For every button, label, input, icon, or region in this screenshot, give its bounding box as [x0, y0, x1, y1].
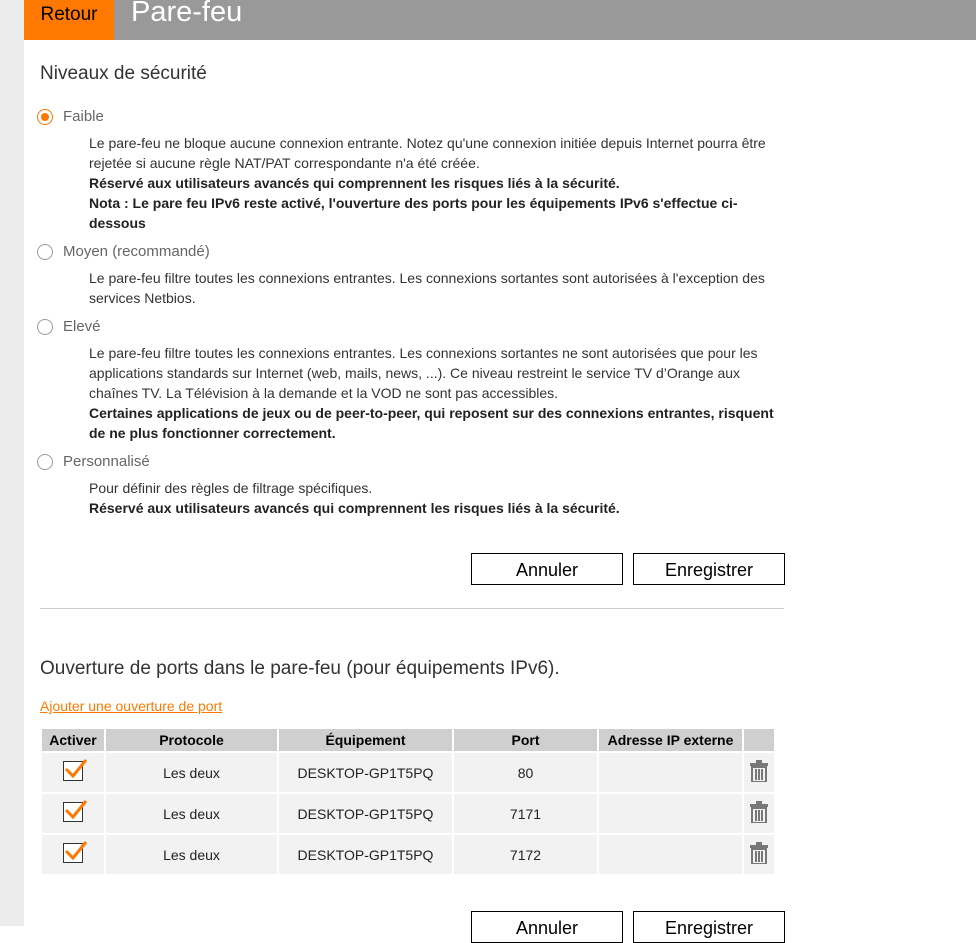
table-row: [42, 753, 774, 792]
cell-delete: [744, 753, 774, 792]
trash-icon[interactable]: [750, 760, 768, 785]
checkmark-icon: [63, 757, 89, 783]
col-actions: [744, 729, 774, 751]
desc-personnalise: [89, 478, 779, 518]
cell-protocol: Les deux: [106, 835, 277, 874]
desc-eleve-warning: Certaines applications de jeux ou de peer-to-peer, qui reposent sur des connexions entrantes, risquent de ne plus fonctionner correctement.: [89, 405, 774, 441]
cell-activer: [42, 835, 104, 874]
table-row: [42, 835, 774, 874]
cell-port: 80: [454, 753, 597, 792]
radio-faible[interactable]: [37, 109, 53, 125]
security-option-eleve[interactable]: [37, 318, 101, 335]
ports-table-header: [42, 729, 774, 751]
desc-faible-text: Le pare-feu ne bloque aucune connexion entrante. Notez qu'une connexion initiée depuis Internet pourra être rejetée si aucune règle NAT/PAT correspondante n'a été créée.: [89, 135, 766, 171]
desc-faible-nota: Nota : Le pare feu IPv6 reste activé, l'ouverture des ports pour les équipements IPv6 s'effectue ci-dessous: [89, 195, 738, 231]
col-port: Port: [454, 729, 597, 751]
col-adresse-ip: Adresse IP externe: [599, 729, 742, 751]
cell-ext-ip: [599, 835, 742, 874]
trash-icon[interactable]: [750, 801, 768, 826]
col-equipement: Équipement: [279, 729, 452, 751]
radio-label-eleve: Elevé: [63, 318, 101, 335]
radio-label-personnalise: Personnalisé: [63, 453, 150, 470]
activer-checkbox[interactable]: [63, 761, 83, 781]
desc-personnalise-text: Pour définir des règles de filtrage spécifiques.: [89, 480, 373, 496]
cell-delete: [744, 835, 774, 874]
cell-delete: [744, 794, 774, 833]
cell-activer: [42, 753, 104, 792]
cell-port: 7172: [454, 835, 597, 874]
activer-checkbox[interactable]: [63, 843, 83, 863]
desc-moyen: [89, 268, 779, 308]
back-button[interactable]: Retour: [24, 0, 114, 40]
cell-device: DESKTOP-GP1T5PQ: [279, 753, 452, 792]
ports-save-button[interactable]: Enregistrer: [633, 911, 785, 943]
cell-protocol: Les deux: [106, 794, 277, 833]
cell-port: 7171: [454, 794, 597, 833]
left-margin-strip: [0, 0, 24, 926]
page-header: [24, 0, 976, 40]
desc-faible: [89, 133, 779, 233]
ports-table: [40, 727, 776, 876]
radio-personnalise[interactable]: [37, 454, 53, 470]
activer-checkbox[interactable]: [63, 802, 83, 822]
desc-eleve: [89, 343, 779, 443]
cell-protocol: Les deux: [106, 753, 277, 792]
security-save-button[interactable]: Enregistrer: [633, 553, 785, 585]
security-option-moyen[interactable]: [37, 243, 210, 260]
security-cancel-button[interactable]: Annuler: [471, 553, 623, 585]
table-row: [42, 794, 774, 833]
ports-cancel-button[interactable]: Annuler: [471, 911, 623, 943]
radio-moyen[interactable]: [37, 244, 53, 260]
radio-eleve[interactable]: [37, 319, 53, 335]
desc-eleve-text: Le pare-feu filtre toutes les connexions entrantes. Les connexions sortantes ne sont autorisées que pour les applications standards sur Internet (web, mails, news, ...). Ce niveau restreint le service TV d’Orange aux chaînes TV. La Télévision à la demande et la VOD ne sont pas accessibles.: [89, 345, 758, 401]
page-title: Pare-feu: [131, 0, 243, 28]
col-protocole: Protocole: [106, 729, 277, 751]
checkmark-icon: [63, 798, 89, 824]
checkmark-icon: [63, 839, 89, 865]
add-port-link[interactable]: Ajouter une ouverture de port: [40, 698, 223, 714]
trash-icon[interactable]: [750, 842, 768, 867]
cell-device: DESKTOP-GP1T5PQ: [279, 794, 452, 833]
section-divider: [40, 608, 784, 609]
desc-moyen-text: Le pare-feu filtre toutes les connexions entrantes. Les connexions sortantes sont autorisées à l'exception des services Netbios.: [89, 270, 765, 306]
col-activer: Activer: [42, 729, 104, 751]
radio-label-faible: Faible: [63, 108, 104, 125]
cell-ext-ip: [599, 753, 742, 792]
cell-device: DESKTOP-GP1T5PQ: [279, 835, 452, 874]
cell-ext-ip: [599, 794, 742, 833]
desc-faible-warning: Réservé aux utilisateurs avancés qui comprennent les risques liés à la sécurité.: [89, 175, 620, 191]
security-levels-title: Niveaux de sécurité: [40, 63, 207, 84]
desc-personnalise-warning: Réservé aux utilisateurs avancés qui comprennent les risques liés à la sécurité.: [89, 500, 620, 516]
security-option-personnalise[interactable]: [37, 453, 150, 470]
security-option-faible[interactable]: [37, 108, 104, 125]
cell-activer: [42, 794, 104, 833]
ports-title: Ouverture de ports dans le pare-feu (pour équipements IPv6).: [40, 658, 560, 679]
radio-label-moyen: Moyen (recommandé): [63, 243, 210, 260]
